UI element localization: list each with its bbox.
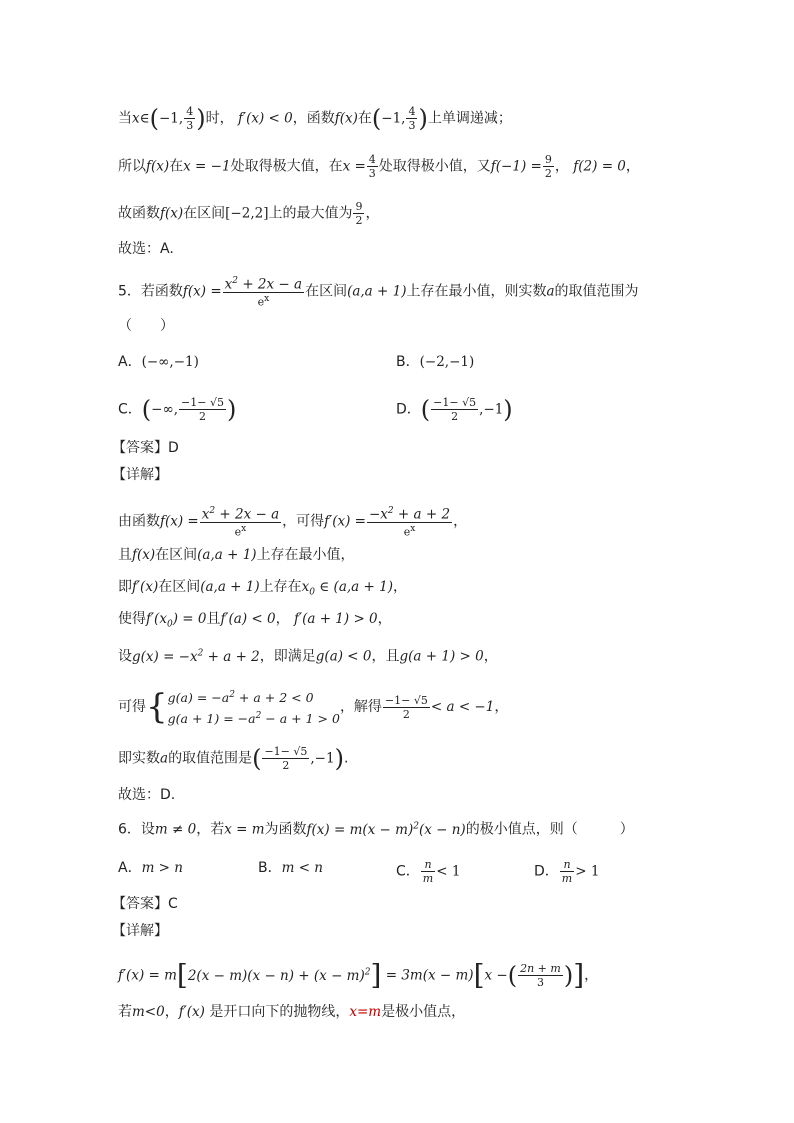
sol5-line-7 <box>118 745 348 772</box>
math: −∞, <box>151 401 179 418</box>
question-6 <box>118 816 634 840</box>
math: $2(x - m)(x - n) + (x - m)^2$ <box>187 967 371 984</box>
text: ， <box>483 648 498 665</box>
question-5 <box>118 275 639 308</box>
paren: ) <box>563 961 574 990</box>
line-1 <box>118 105 512 132</box>
math: (a,a + 1) <box>347 283 407 300</box>
detail-5 <box>112 465 168 485</box>
math: f(x) <box>160 205 184 222</box>
text: 为函数 <box>264 821 307 838</box>
paren: ( <box>141 395 152 424</box>
text: 且 <box>118 547 132 563</box>
text: 当 <box>118 110 132 127</box>
text: 【详解】 <box>112 923 168 939</box>
fraction: $\frac{x^2 + 2x - a}{e^x}$ <box>224 276 303 309</box>
text: 在 <box>357 110 372 127</box>
math: ∈ <box>139 110 150 127</box>
sol5-line-2 <box>118 545 355 565</box>
paren: ( <box>420 395 431 424</box>
bracket: ] <box>573 958 585 992</box>
line-2 <box>118 153 640 180</box>
text: 在区间 <box>158 579 201 595</box>
text: 设 <box>118 648 132 665</box>
sol5-line-5 <box>118 643 498 667</box>
text: 上单调递减； <box>427 110 512 127</box>
fraction: $\frac{4}{3}$ <box>408 105 416 132</box>
option-5D[interactable] <box>396 396 513 423</box>
math: f(−1) = <box>490 158 542 175</box>
text: ，函数 <box>292 110 335 127</box>
question-5-paren <box>118 316 174 336</box>
paren: ) <box>418 104 428 133</box>
text: B． <box>396 354 420 370</box>
text: ，若 <box>196 821 225 838</box>
math: x = <box>342 158 366 175</box>
math: ,−1 <box>479 401 504 418</box>
math: < 1 <box>436 863 461 880</box>
bracket: [ <box>473 958 485 992</box>
bracket: ] <box>370 958 382 992</box>
text: ， <box>365 205 380 222</box>
sol5-line-4 <box>118 609 392 635</box>
math: a <box>546 283 555 300</box>
text: ， <box>275 611 290 627</box>
math: f(x) = <box>160 513 199 530</box>
brace: { <box>146 687 168 728</box>
text: ，解得 <box>339 699 382 716</box>
math: f′(x) <box>178 1004 205 1020</box>
text: 处取得极小值，又 <box>378 158 491 175</box>
math: m > n <box>141 860 183 876</box>
paren: ) <box>226 395 237 424</box>
option-5C[interactable] <box>118 396 236 423</box>
math: f′(x) = m <box>118 967 177 984</box>
math: f(x) = <box>182 283 222 300</box>
math: −1, <box>159 110 184 127</box>
text: 的取值范围是 <box>168 750 253 767</box>
paren: ) <box>334 744 344 773</box>
math: (a,a + 1) <box>197 547 257 563</box>
math: x <box>132 110 140 127</box>
math: $g(x) = -x^2 + a + 2$ <box>132 648 260 665</box>
text: 处取得极大值，在 <box>230 158 343 175</box>
math: x = −1 <box>183 158 231 175</box>
fraction: $\frac{-1- √5}{2}$ <box>264 745 308 772</box>
math: x − <box>484 967 508 984</box>
text: ， <box>494 699 509 716</box>
math: m ≠ 0 <box>154 821 197 838</box>
math: = 3m(x − m) <box>381 967 474 984</box>
text: 是极小值点， <box>381 1004 466 1020</box>
text: 上的最大值为 <box>268 205 353 222</box>
text: 若 <box>118 1004 132 1020</box>
text: 【详解】 <box>112 467 168 483</box>
option-6C[interactable] <box>396 858 460 885</box>
text: 的取值范围为 <box>554 283 639 300</box>
text: 上存在最小值，则实数 <box>406 283 547 300</box>
text: ， <box>625 158 640 175</box>
fraction: $\frac{-1- √5}{2}$ <box>181 396 224 423</box>
math: [−2,2] <box>225 205 269 222</box>
fraction: $\frac{-x^2 + a + 2}{e^x}$ <box>368 506 451 539</box>
fraction: $\frac{n}{m}$ <box>561 858 573 885</box>
sol5-line-6 <box>118 686 508 728</box>
text: 上存在最小值， <box>256 547 355 563</box>
text: 是开口向下的抛物线， <box>209 1004 350 1020</box>
option-6B[interactable] <box>258 858 323 878</box>
fraction: $\frac{9}{2}$ <box>355 200 363 227</box>
text: 使得 <box>118 611 146 627</box>
sol5-line-3 <box>118 577 407 603</box>
math: x = m <box>224 821 265 838</box>
text: ，即满足 <box>259 648 316 665</box>
bracket: [ <box>176 958 188 992</box>
fraction: $\frac{2n + m}{3}$ <box>520 962 561 989</box>
text: ，可得 <box>282 513 325 530</box>
text: D． <box>534 863 559 880</box>
text: 故选：D. <box>118 787 176 803</box>
text: ， <box>377 611 392 627</box>
math: $f'(x_0) = 0$ <box>146 611 207 630</box>
text: ， <box>392 579 407 595</box>
text: A． <box>118 860 142 876</box>
math: f(2) = 0 <box>573 158 626 175</box>
text: ，且 <box>371 648 400 665</box>
option-6A[interactable] <box>118 858 183 878</box>
math: (−∞,−1) <box>141 354 199 370</box>
text: ， <box>554 158 569 175</box>
math: f′(x) = <box>324 513 366 530</box>
math: f(x) <box>146 158 170 175</box>
math: $x_0$ ∈ (a,a + 1) <box>301 579 393 598</box>
line-4 <box>118 239 174 259</box>
math: f′(a) < 0 <box>220 611 276 627</box>
text: 在区间 <box>305 283 348 300</box>
text: A． <box>118 354 142 370</box>
math: g(a + 1) > 0 <box>399 648 484 665</box>
text: 故选：A. <box>118 241 174 257</box>
math: m < n <box>281 860 323 876</box>
text: （ ） <box>118 318 174 334</box>
text: 在区间 <box>155 547 198 563</box>
paren: ( <box>371 104 382 133</box>
sol5-line-8 <box>118 785 175 805</box>
detail-6 <box>112 921 168 941</box>
text: C． <box>118 401 142 418</box>
fraction: $\frac{4}{3}$ <box>186 105 194 132</box>
text: 由函数 <box>118 513 160 530</box>
text: 即实数 <box>118 750 160 767</box>
sol6-line-2 <box>118 1002 465 1022</box>
sol5-line-1 <box>118 505 467 538</box>
math: f(x) <box>334 110 358 127</box>
math-highlight: x=m <box>349 1004 382 1020</box>
text: 所以 <box>118 158 146 175</box>
text: 故函数 <box>118 205 160 222</box>
paren: ( <box>507 961 518 990</box>
text: 可得 <box>118 699 146 716</box>
text: D． <box>396 401 421 418</box>
text: 【答案】D <box>112 440 179 456</box>
math: g(a) < 0 <box>315 648 372 665</box>
math: f′(x) <box>132 579 159 595</box>
text: 时， <box>205 110 234 127</box>
math: m<0 <box>132 1004 165 1020</box>
math: ,−1 <box>310 750 335 767</box>
text: 上存在 <box>259 579 302 595</box>
math: (−2,−1) <box>419 354 475 370</box>
math: f(x) <box>132 547 156 563</box>
text: 5．若函数 <box>118 283 183 300</box>
text: C． <box>396 863 420 880</box>
math: −1, <box>381 110 406 127</box>
text: . <box>343 750 349 767</box>
paren: ) <box>196 104 206 133</box>
math: a <box>160 750 169 767</box>
answer-6 <box>112 894 178 914</box>
math: < a < −1 <box>430 699 495 716</box>
text: ， <box>164 1004 179 1020</box>
fraction: $\frac{9}{2}$ <box>544 153 552 180</box>
fraction: $\frac{x^2 + 2x - a}{e^x}$ <box>201 506 280 539</box>
math: > 1 <box>575 863 600 880</box>
line-3 <box>118 200 379 227</box>
option-5B[interactable] <box>396 352 474 372</box>
paren: ) <box>503 395 513 424</box>
fraction: $\frac{-1- √5}{2}$ <box>384 693 428 721</box>
fraction: $\frac{n}{m}$ <box>422 858 434 885</box>
text: ， <box>453 513 468 530</box>
math: f′(a + 1) > 0 <box>294 611 378 627</box>
text: 【答案】C <box>112 896 178 912</box>
math: (a,a + 1) <box>200 579 260 595</box>
math: $f(x) = m(x - m)^2(x - n)$ <box>306 821 466 838</box>
fraction: $\frac{-1- √5}{2}$ <box>433 396 477 423</box>
answer-5 <box>112 438 179 458</box>
text: 即 <box>118 579 132 595</box>
option-5A[interactable] <box>118 352 199 372</box>
text: 的极小值点，则（ ） <box>465 821 634 838</box>
text: 在 <box>169 158 184 175</box>
fraction: $\frac{4}{3}$ <box>368 153 376 180</box>
paren: ( <box>252 744 262 773</box>
text: B． <box>258 860 282 876</box>
text: 6．设 <box>118 821 155 838</box>
sol6-line-1: $f'(x) = m[2(x - m)(x - n) + (x - m)^2] = 3m(x - m)[x$ −( $\frac{2n + m}{3}$ )]， <box>118 958 599 992</box>
option-6D[interactable] <box>534 858 599 885</box>
math: f′(x) < 0 <box>238 110 293 127</box>
text: 在区间 <box>183 205 226 222</box>
equation-system: $g(a) = -a^2 + a + 2 < 0$ $g(a + 1) = -a^2 - a + 1 > 0$ <box>167 690 340 727</box>
text: 且 <box>206 611 221 627</box>
paren: ( <box>149 104 159 133</box>
